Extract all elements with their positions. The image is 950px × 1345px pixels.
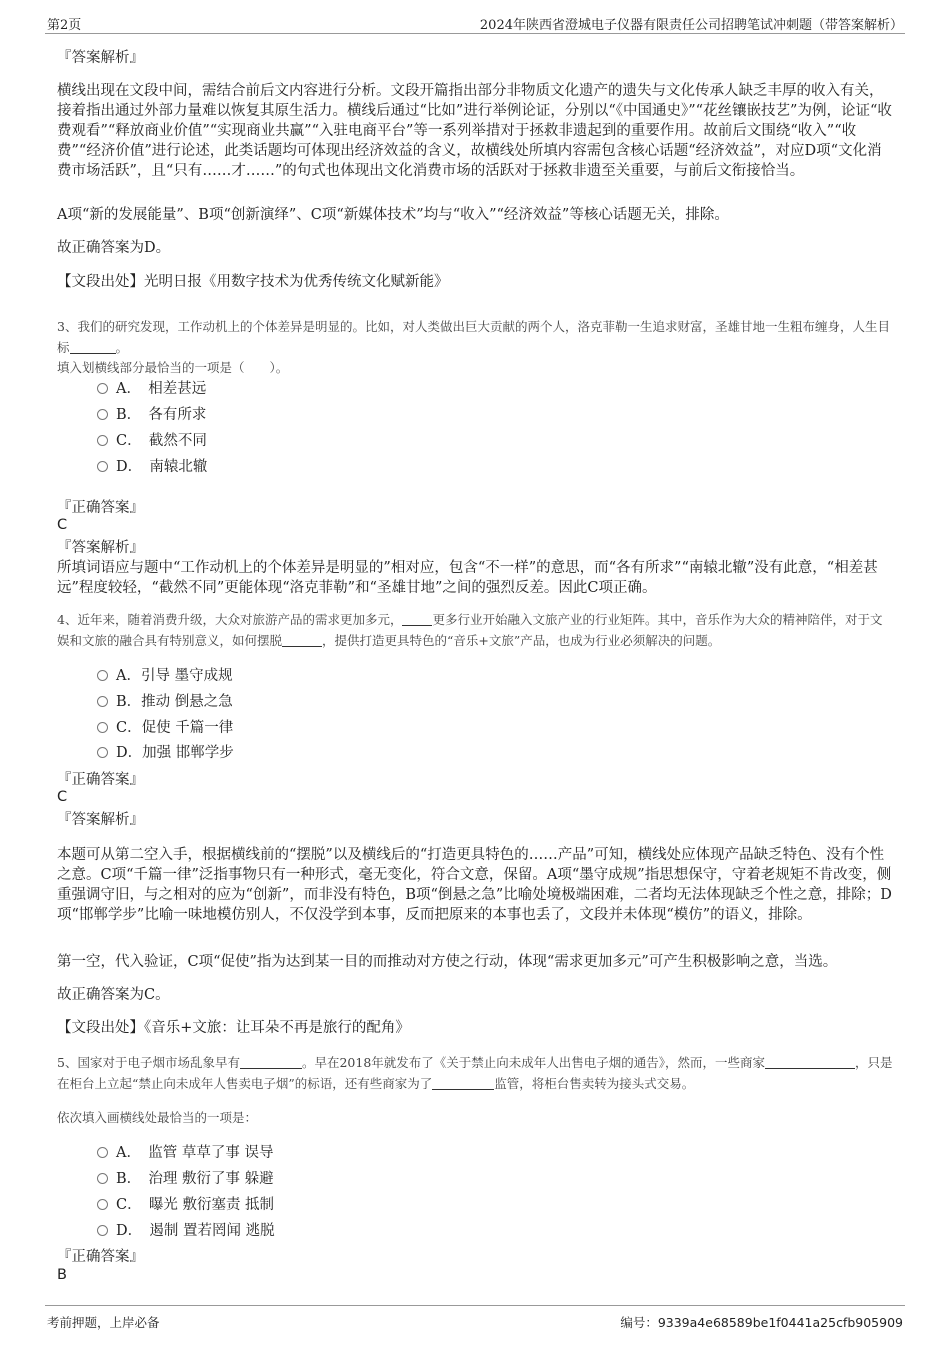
q3-option-c-label: C． 截然不同 [116,433,207,449]
q3-stem-end: 。 [115,340,129,355]
q5-instruction: 依次填入画横线处最恰当的一项是： [57,1110,258,1125]
q4-option-a-label: A．引导 墨守成规 [116,668,233,684]
q3-correct-label: 『正确答案』 [57,500,144,516]
q2-source: 【文段出处】光明日报《用数字技术为优秀传统文化赋新能》 [57,274,449,290]
q4-answer-statement: 故正确答案为C。 [57,987,170,1003]
q5-option-a[interactable] [97,1142,273,1164]
q5-stem-part-1: 5、国家对于电子烟市场乱象早有 [57,1055,240,1070]
radio-icon[interactable] [97,747,108,758]
q4-correct-label: 『正确答案』 [57,772,144,788]
q4-blank-1 [402,611,432,626]
q3-correct-answer: C [57,517,68,533]
q3-analysis: 所填词语应与题中“工作动机上的个体差异是明显的”相对应，包含“不一样”的意思，而“各有所求”“南辕北辙”没有此意，“相差甚远”程度较轻，“截然不同”更能体现“洛克菲勒”和“圣雄甘地”之间的强烈反差。因此C项正确。 [57,560,878,596]
q5-stem-part-2: 。早在2018年就发布了《关于禁止向未成年人出售电子烟的通告》，然而，一些商家 [301,1055,766,1070]
q4-stem-part-3: ，提供打造更具特色的“音乐+文旅”产品，也成为行业必须解决的问题。 [322,633,721,648]
radio-icon[interactable] [97,1199,108,1210]
q3-option-d-label: D． 南辕北辙 [116,459,208,475]
q2-analysis-paragraph: 横线出现在文段中间，需结合前后文内容进行分析。文段开篇指出部分非物质文化遗产的遗失与文化传承人缺乏丰厚的收入有关，接着指出通过外部力量难以恢复其原生活力。横线后通过“比如”进行举例论证，分别以“《中国通史》”“花丝镶嵌技艺”为例，论证“收费观看”“释放商业价值”“实现商业共赢”“入驻电商平台”等一系列举措对于拯救非遗起到的重要作用。故前后文围绕“收入”“收费”“经济价值”进行论述，此类话题均可体现出经济效益的含义，故横线处所填内容需包含核心话题“经济效益”，对应D项“文化消费市场活跃”，且“只有……才……”的句式也体现出文化消费市场的活跃对于拯救非遗至关重要，与前后文衔接恰当。 [57,83,892,179]
document-title: 2024年陕西省澄城电子仪器有限责任公司招聘笔试冲刺题（带答案解析） [479,18,903,33]
q5-option-a-label: A． 监管 草草了事 误导 [116,1145,274,1161]
q4-option-c-label: C．促使 千篇一律 [116,720,234,736]
q3-option-a-label: A． 相差甚远 [116,381,207,397]
q4-option-d-label: D．加强 邯郸学步 [116,745,234,761]
q4-analysis-paragraph-2: 第一空，代入验证，C项“促使”指为达到某一目的而推动对方使之行动，体现“需求更加多元”可产生积极影响之意，当选。 [57,954,838,970]
q4-stem-part-2: 更多行业开始融入文旅产业的行业矩阵。其中，音乐作为大众的精神陪伴，对于文娱和文旅的融合具有特别意义，如何摆脱 [57,612,883,648]
q2-answer-statement: 故正确答案为D。 [57,240,171,256]
q5-correct-label: 『正确答案』 [57,1249,144,1265]
q3-stem-text: 3、我们的研究发现，工作动机上的个体差异是明显的。比如，对人类做出巨大贡献的两个人，洛克菲勒一生追求财富，圣雄甘地一生粗布缠身，人生目标 [57,319,890,355]
q5-blank-3 [432,1075,494,1090]
q5-blank-1 [240,1054,302,1069]
q4-stem-part-1: 4、近年来，随着消费升级，大众对旅游产品的需求更加多元， [57,612,403,627]
q3-option-b[interactable] [97,404,206,426]
radio-icon[interactable] [97,383,108,394]
q4-stem [57,609,893,651]
q4-analysis-label: 『答案解析』 [57,812,144,828]
footer-code-value: 9339a4e68589be1f0441a25cfb905909 [657,1315,903,1330]
q4-option-a[interactable] [97,665,233,687]
radio-icon[interactable] [97,670,108,681]
q3-stem [57,316,893,358]
q5-stem-part-3: ，只是在柜台上立起“禁止向未成年人售卖电子烟”的标语，还有些商家为了 [57,1055,893,1091]
q3-option-b-label: B． 各有所求 [116,407,207,423]
q3-blank [70,339,116,354]
q4-source: 【文段出处】《音乐+文旅：让耳朵不再是旅行的配角》 [57,1020,410,1036]
radio-icon[interactable] [97,409,108,420]
q2-analysis-paragraph-2: A项“新的发展能量”、B项“创新演绎”、C项“新媒体技术”均与“收入”“经济效益”等核心话题无关，排除。 [57,207,729,223]
q3-instruction: 填入划横线部分最恰当的一项是（ ）。 [57,360,289,375]
q5-option-d[interactable] [97,1220,275,1242]
radio-icon[interactable] [97,696,108,707]
footer-code-label: 编号： [620,1315,658,1330]
q4-correct-answer: C [57,789,68,805]
q3-option-d[interactable] [97,456,207,478]
q4-blank-2 [282,632,322,647]
q5-option-c[interactable] [97,1194,274,1216]
q3-option-a[interactable] [97,378,206,400]
q5-blank-2 [765,1054,855,1069]
q5-stem-part-4: 监管，将柜台售卖转为接头式交易。 [494,1076,695,1091]
header-divider [45,33,905,34]
q5-stem [57,1052,893,1094]
radio-icon[interactable] [97,435,108,446]
q4-option-d[interactable] [97,742,234,764]
q3-analysis-label: 『答案解析』 [57,540,144,556]
q5-option-b-label: B． 治理 敷衍了事 躲避 [116,1171,274,1187]
radio-icon[interactable] [97,722,108,733]
q4-option-b-label: B．推动 倒悬之急 [116,694,233,710]
radio-icon[interactable] [97,461,108,472]
footer-divider [45,1305,905,1306]
q5-option-d-label: D． 遏制 置若罔闻 逃脱 [116,1223,275,1239]
q5-correct-answer: B [57,1267,67,1283]
q4-option-b[interactable] [97,691,233,713]
q5-option-b[interactable] [97,1168,274,1190]
footer-code [620,1313,903,1331]
q3-option-c[interactable] [97,430,207,452]
q2-analysis-label: 『答案解析』 [57,50,144,66]
q5-option-c-label: C． 曝光 敷衍塞责 抵制 [116,1197,275,1213]
footer-slogan: 考前押题，上岸必备 [47,1315,160,1330]
radio-icon[interactable] [97,1173,108,1184]
radio-icon[interactable] [97,1225,108,1236]
q4-option-c[interactable] [97,717,233,739]
radio-icon[interactable] [97,1147,108,1158]
q4-analysis-paragraph-1: 本题可从第二空入手，根据横线前的“摆脱”以及横线后的“打造更具特色的……产品”可知，横线处应体现产品缺乏特色、没有个性之意。C项“千篇一律”泛指事物只有一种形式，毫无变化，符合文意，保留。A项“墨守成规”指思想保守，守着老规矩不肯改变，侧重强调守旧，与之相对的应为“创新”，而非没有特色，B项“倒悬之急”比喻处境极端困难，二者均无法体现缺乏个性之意，排除；D项“邯郸学步”比喻一味地模仿别人，不仅没学到本事，反而把原来的本事也丢了，文段并未体现“模仿”的语义，排除。 [57,847,892,923]
page-number: 第2页 [47,18,82,33]
